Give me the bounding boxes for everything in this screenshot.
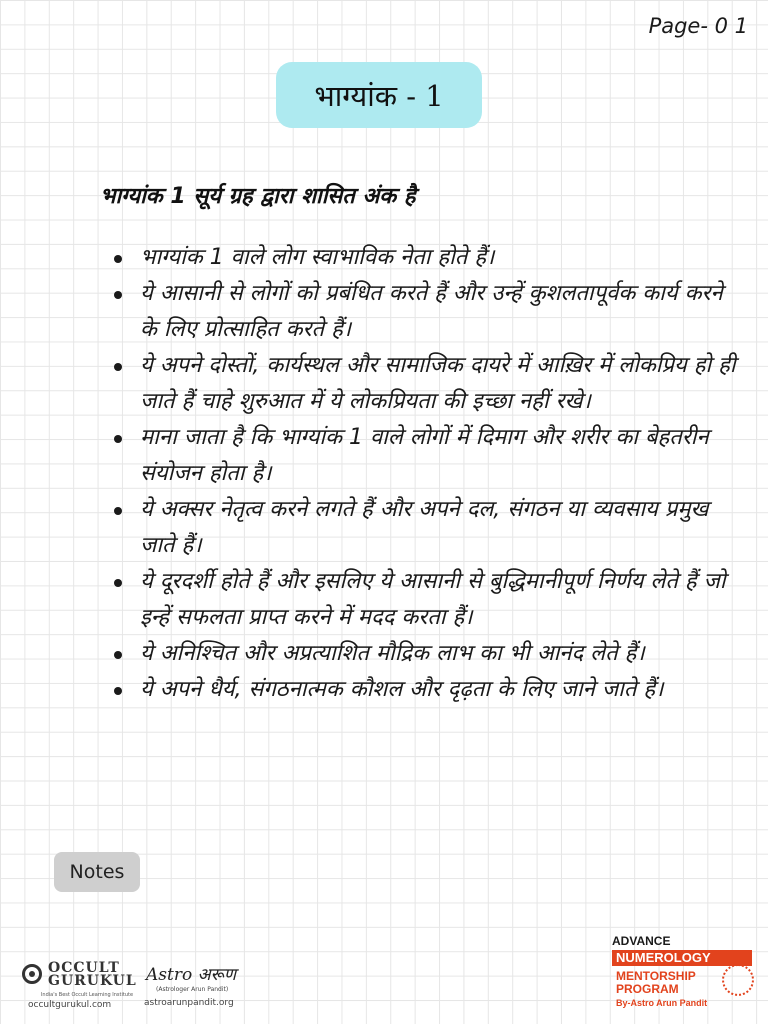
page-title: भाग्यांक - 1	[314, 78, 444, 113]
occult-logo-site: occultgurukul.com	[28, 1000, 112, 1010]
astro-arun-logo	[140, 962, 250, 1012]
bullet-icon	[114, 255, 122, 263]
list-item: ये अपने दोस्तों, कार्यस्थल और सामाजिक दायरे में आख़िर में लोकप्रिय हो ही जाते हैं चाहे शुरुआत में ये लोकप्रियता की इच्छा नहीं रखे।	[112, 348, 742, 420]
numerology-emblem-icon	[722, 964, 754, 996]
list-item: ये दूरदर्शी होते हैं और इसलिए ये आसानी से बुद्धिमानीपूर्ण निर्णय लेते हैं जो इन्हें सफलता प्राप्त करने में मदद करता हैं।	[112, 564, 742, 636]
occult-emblem-icon	[22, 964, 42, 984]
list-item: ये अनिश्चित और अप्रत्याशित मौद्रिक लाभ का भी आनंद लेते हैं।	[112, 636, 742, 672]
program-logo-line: NUMEROLOGY	[612, 950, 752, 966]
astro-logo-name: Astro अरूण	[146, 965, 237, 985]
title-box	[276, 62, 482, 128]
bullet-icon	[114, 687, 122, 695]
program-logo-line: MENTORSHIP	[616, 969, 696, 983]
list-item: माना जाता है कि भाग्यांक 1 वाले लोगों में दिमाग और शरीर का बेहतरीन संयोजन होता है।	[112, 420, 742, 492]
program-logo-line: ADVANCE	[612, 934, 671, 948]
bullet-icon	[114, 363, 122, 371]
bullet-list	[112, 240, 742, 708]
list-item: भाग्यांक 1 वाले लोग स्वाभाविक नेता होते हैं।	[112, 240, 742, 276]
bullet-icon	[114, 507, 122, 515]
page-number: Page- 0 1	[648, 14, 748, 38]
list-item: ये अपने धैर्य, संगठनात्मक कौशल और दृढ़ता के लिए जाने जाते हैं।	[112, 672, 742, 708]
occult-logo-name: OCCULT GURUKUL	[48, 960, 137, 989]
astro-logo-site: astroarunpandit.org	[144, 998, 234, 1008]
bullet-icon	[114, 291, 122, 299]
astro-logo-subtitle: (Astrologer Arun Pandit)	[156, 986, 229, 993]
occult-gurukul-logo	[22, 960, 137, 1012]
numerology-program-logo	[612, 934, 762, 1016]
list-item: ये अक्सर नेतृत्व करने लगते हैं और अपने दल, संगठन या व्यवसाय प्रमुख जाते हैं।	[112, 492, 742, 564]
bullet-icon	[114, 651, 122, 659]
program-logo-line: PROGRAM	[616, 982, 679, 996]
section-heading: भाग्यांक 1 सूर्य ग्रह द्वारा शासित अंक है	[100, 184, 416, 209]
notes-label: Notes	[54, 852, 140, 892]
bullet-icon	[114, 579, 122, 587]
list-item: ये आसानी से लोगों को प्रबंधित करते हैं और उन्हें कुशलतापूर्वक कार्य करने के लिए प्रोत्साहित करते हैं।	[112, 276, 742, 348]
program-logo-byline: By-Astro Arun Pandit	[616, 998, 708, 1008]
bullet-icon	[114, 435, 122, 443]
occult-logo-tagline: India's Best Occult Learning Institute	[40, 992, 134, 998]
